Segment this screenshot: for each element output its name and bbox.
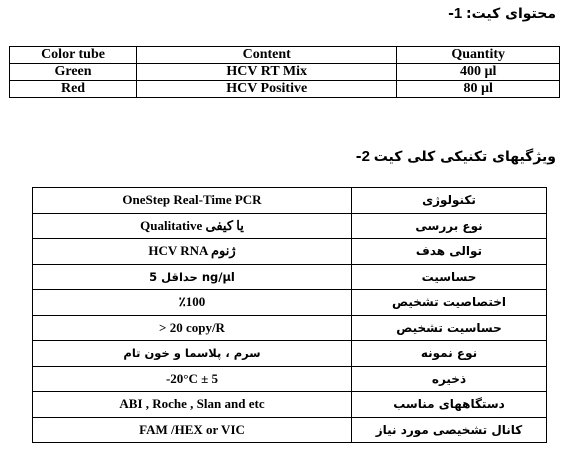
table-cell: HCV RT Mix bbox=[137, 64, 397, 81]
spec-label: کانال تشخیصی مورد نیاز bbox=[352, 417, 547, 443]
table-row bbox=[33, 366, 547, 392]
spec-label: نوع نمونه bbox=[352, 341, 547, 367]
table-row bbox=[33, 264, 547, 290]
table-row bbox=[33, 417, 547, 443]
kit-contents-table bbox=[9, 46, 560, 98]
section-1-heading bbox=[448, 5, 556, 23]
table-cell: HCV Positive bbox=[137, 81, 397, 98]
table-row bbox=[33, 290, 547, 316]
section-1-number: 1 bbox=[453, 5, 463, 22]
table-cell: 80 µl bbox=[397, 81, 560, 98]
table-row bbox=[33, 188, 547, 214]
spec-value: Qualitative یا کیفی bbox=[33, 213, 352, 239]
table-row bbox=[33, 341, 547, 367]
table-row bbox=[33, 315, 547, 341]
section-2-number: 2 bbox=[361, 148, 370, 165]
spec-label: توالی هدف bbox=[352, 239, 547, 265]
spec-value: > 20 copy/R bbox=[33, 315, 352, 341]
column-header-content: Content bbox=[137, 47, 397, 64]
technical-specs-table bbox=[32, 187, 547, 443]
table-row bbox=[33, 239, 547, 265]
spec-value: حداقل 5 ng/µl bbox=[33, 264, 352, 290]
spec-value: -20°C ± 5 bbox=[33, 366, 352, 392]
table-cell: Green bbox=[10, 64, 137, 81]
spec-label: دستگاههای مناسب bbox=[352, 392, 547, 418]
spec-label: ذخیره bbox=[352, 366, 547, 392]
section-2-heading bbox=[356, 148, 556, 166]
spec-value: OneStep Real-Time PCR bbox=[33, 188, 352, 214]
spec-value: ABI , Roche , Slan and etc bbox=[33, 392, 352, 418]
section-2-title: -ویژگیهای تکنیکی کلی کیت bbox=[355, 149, 556, 165]
section-1-title: -محتوای کیت: bbox=[448, 6, 556, 22]
spec-label: تکنولوژی bbox=[352, 188, 547, 214]
spec-value: HCV RNA ژنوم bbox=[33, 239, 352, 265]
spec-label: نوع بررسی bbox=[352, 213, 547, 239]
table-row bbox=[10, 81, 560, 98]
column-header-quantity: Quantity bbox=[397, 47, 560, 64]
table-row bbox=[33, 213, 547, 239]
table-cell: Red bbox=[10, 81, 137, 98]
spec-value: سرم ، پلاسما و خون تام bbox=[33, 341, 352, 367]
table-cell: 400 µl bbox=[397, 64, 560, 81]
spec-label: اختصاصیت تشخیص bbox=[352, 290, 547, 316]
column-header-color-tube: Color tube bbox=[10, 47, 137, 64]
table-row bbox=[33, 392, 547, 418]
spec-value: FAM /HEX or VIC bbox=[33, 417, 352, 443]
table-header-row bbox=[10, 47, 560, 64]
spec-value: ٪100 bbox=[33, 290, 352, 316]
table-row bbox=[10, 64, 560, 81]
spec-label: حساسیت bbox=[352, 264, 547, 290]
spec-label: حساسیت تشخیص bbox=[352, 315, 547, 341]
